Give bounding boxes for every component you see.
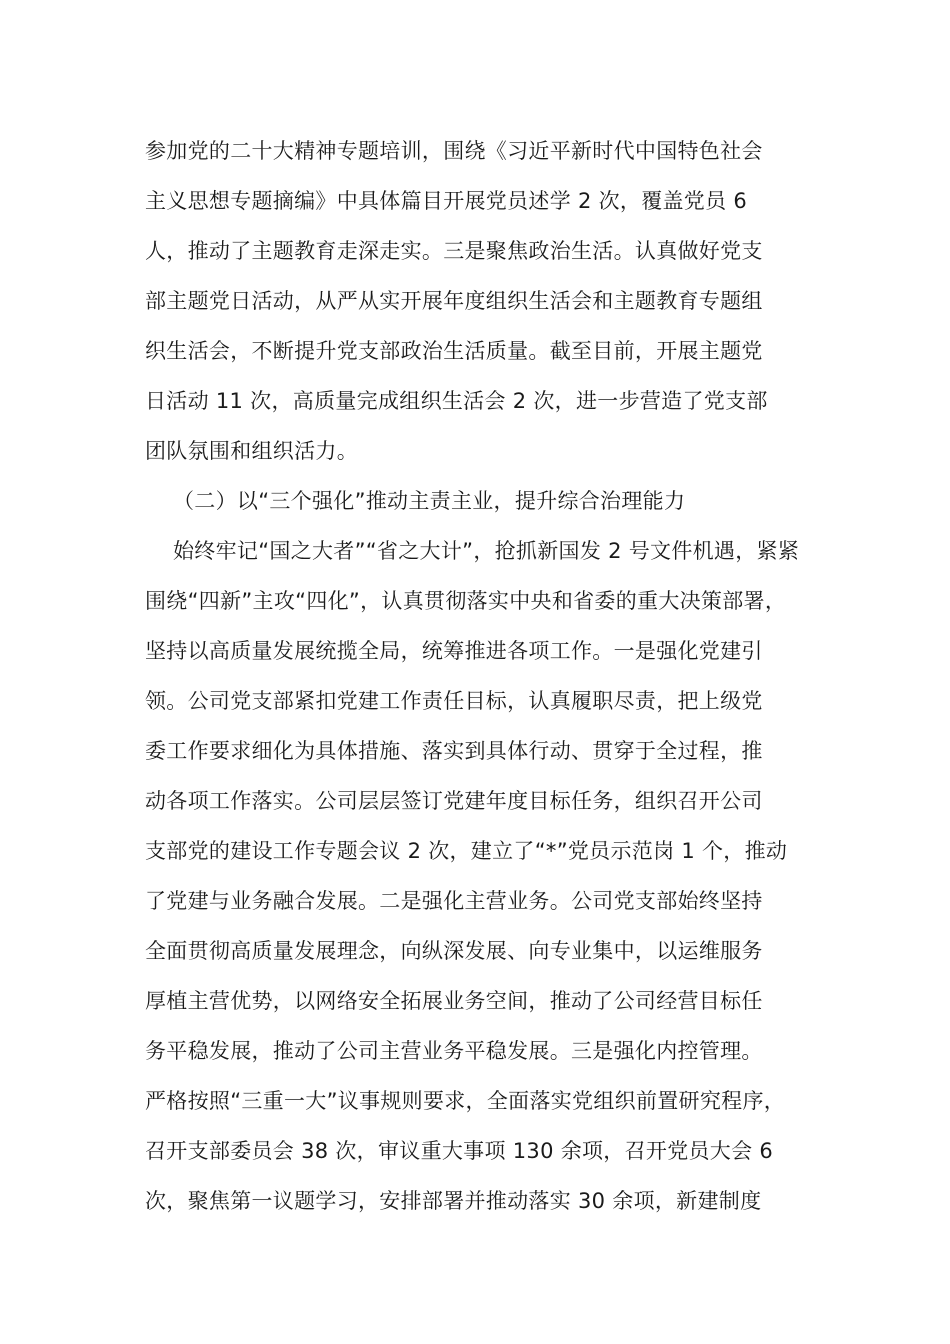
- text-line: 动各项工作落实。公司层层签订党建年度目标任务，组织召开公司: [145, 789, 763, 813]
- text-line: 严格按照“三重一大”议事规则要求，全面落实党组织前置研究程序，: [145, 1089, 786, 1113]
- text-line: 召开支部委员会 38 次，审议重大事项 130 余项，召开党员大会 6: [145, 1139, 774, 1163]
- text-line: 坚持以高质量发展统揽全局，统筹推进各项工作。一是强化党建引: [145, 639, 763, 663]
- text-line: 织生活会，不断提升党支部政治生活质量。截至目前，开展主题党: [145, 339, 763, 363]
- text-line: 了党建与业务融合发展。二是强化主营业务。公司党支部始终坚持: [145, 889, 763, 913]
- text-line: 务平稳发展，推动了公司主营业务平稳发展。三是强化内控管理。: [145, 1039, 763, 1063]
- text-line: 部主题党日活动，从严从实开展年度组织生活会和主题教育专题组: [145, 289, 763, 313]
- text-line: 全面贯彻高质量发展理念，向纵深发展、向专业集中，以运维服务: [145, 939, 763, 963]
- text-line: 支部党的建设工作专题会议 2 次，建立了“*”党员示范岗 1 个，推动: [145, 839, 788, 863]
- text-line: 委工作要求细化为具体措施、落实到具体行动、贯穿于全过程，推: [145, 739, 763, 763]
- section-heading: （二）以“三个强化”推动主责主业，提升综合治理能力: [173, 489, 686, 513]
- text-line: 日活动 11 次，高质量完成组织生活会 2 次，进一步营造了党支部: [145, 389, 768, 413]
- text-line: 领。公司党支部紧扣党建工作责任目标，认真履职尽责，把上级党: [145, 689, 763, 713]
- text-line: 团队氛围和组织活力。: [145, 439, 358, 463]
- text-line: 厚植主营优势，以网络安全拓展业务空间，推动了公司经营目标任: [145, 989, 763, 1013]
- text-line: 围绕“四新”主攻“四化”，认真贯彻落实中央和省委的重大决策部署，: [145, 589, 787, 613]
- text-line: 次，聚焦第一议题学习，安排部署并推动落实 30 余项，新建制度: [145, 1189, 762, 1213]
- text-line: 始终牢记“国之大者”“省之大计”，抢抓新国发 2 号文件机遇，紧紧: [173, 539, 800, 563]
- text-line: 参加党的二十大精神专题培训，围绕《习近平新时代中国特色社会: [145, 139, 763, 163]
- text-line: 人，推动了主题教育走深走实。三是聚焦政治生活。认真做好党支: [145, 239, 763, 263]
- text-line: 主义思想专题摘编》中具体篇目开展党员述学 2 次，覆盖党员 6: [145, 189, 748, 213]
